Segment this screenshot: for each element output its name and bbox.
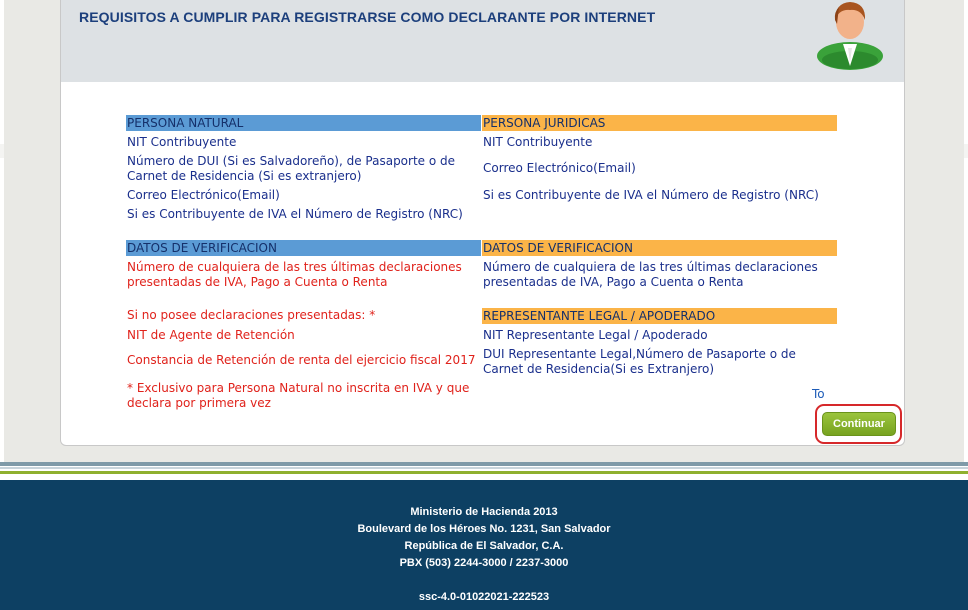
right-edge-notch [964,144,968,158]
footer-address: Boulevard de los Héroes No. 1231, San Salvador [357,523,611,535]
verificacion-juridica-header: DATOS DE VERIFICACION [482,240,837,256]
pn-item-nrc: Si es Contribuyente de IVA el Número de Registro (NRC) [127,207,463,221]
continue-highlight [815,404,902,444]
persona-juridicas-section [482,115,837,202]
pn-item-email: Correo Electrónico(Email) [127,188,280,202]
footer-line-light [0,467,968,469]
user-avatar-icon [815,0,885,70]
representante-header: REPRESENTANTE LEGAL / APODERADO [482,308,837,324]
rep-item-dui-line1: DUI Representante Legal,Número de Pasaporte o de [483,347,796,361]
footer-line-gray [0,462,968,466]
vn-item-declaraciones-line2: presentadas de IVA, Pago a Cuenta o Renta [127,275,388,289]
vn-item-constancia: Constancia de Retención de renta del ejercicio fiscal 2017 [127,353,476,367]
pn-item-dui-line2: Carnet de Residencia (Si es extranjero) [127,169,362,183]
vn-item-no-declaraciones: Si no posee declaraciones presentadas: * [127,308,376,322]
footer-ministry: Ministerio de Hacienda 2013 [410,506,558,518]
vj-item-declaraciones-line1: Número de cualquiera de las tres últimas declaraciones [483,260,818,274]
footer-phone: PBX (503) 2244-3000 / 2237-3000 [399,557,569,569]
rep-item-nit: NIT Representante Legal / Apoderado [483,328,708,342]
verificacion-juridica-section [482,240,837,289]
left-edge-notch [0,144,4,158]
rep-item-dui-line2: Carnet de Residencia(Si es Extranjero) [483,362,715,376]
site-footer [0,480,968,610]
vn-item-note-line1: * Exclusivo para Persona Natural no inscrita en IVA y que [127,381,470,395]
vj-item-declaraciones-line2: presentadas de IVA, Pago a Cuenta o Renta [483,275,744,289]
vn-item-note-line2: declara por primera vez [127,396,271,410]
left-edge-strip [0,0,4,462]
representante-section [482,308,837,376]
page-title: REQUISITOS A CUMPLIR PARA REGISTRARSE COMO DECLARANTE POR INTERNET [79,9,656,25]
pj-item-nit: NIT Contribuyente [483,135,593,149]
truncated-link[interactable]: To [812,387,825,401]
pn-item-nit: NIT Contribuyente [127,135,237,149]
vn-item-nit-agente: NIT de Agente de Retención [127,328,295,342]
vn-item-declaraciones-line1: Número de cualquiera de las tres últimas declaraciones [127,260,462,274]
verificacion-natural-header: DATOS DE VERIFICACION [126,240,481,256]
pj-item-email: Correo Electrónico(Email) [483,161,636,175]
footer-line-green [0,471,968,474]
requirements-panel [60,0,905,446]
verificacion-natural-section [126,240,481,410]
persona-natural-section [126,115,481,221]
pj-item-nrc: Si es Contribuyente de IVA el Número de Registro (NRC) [483,188,819,202]
right-edge-strip [964,0,968,462]
footer-country: República de El Salvador, C.A. [404,540,564,552]
persona-natural-header: PERSONA NATURAL [126,115,481,131]
pn-item-dui-line1: Número de DUI (Si es Salvadoreño), de Pasaporte o de [127,154,456,168]
continue-button[interactable]: Continuar [822,412,896,436]
persona-juridicas-header: PERSONA JURIDICAS [482,115,837,131]
footer-version: ssc-4.0-01022021-222523 [418,591,550,603]
panel-header [61,0,904,82]
